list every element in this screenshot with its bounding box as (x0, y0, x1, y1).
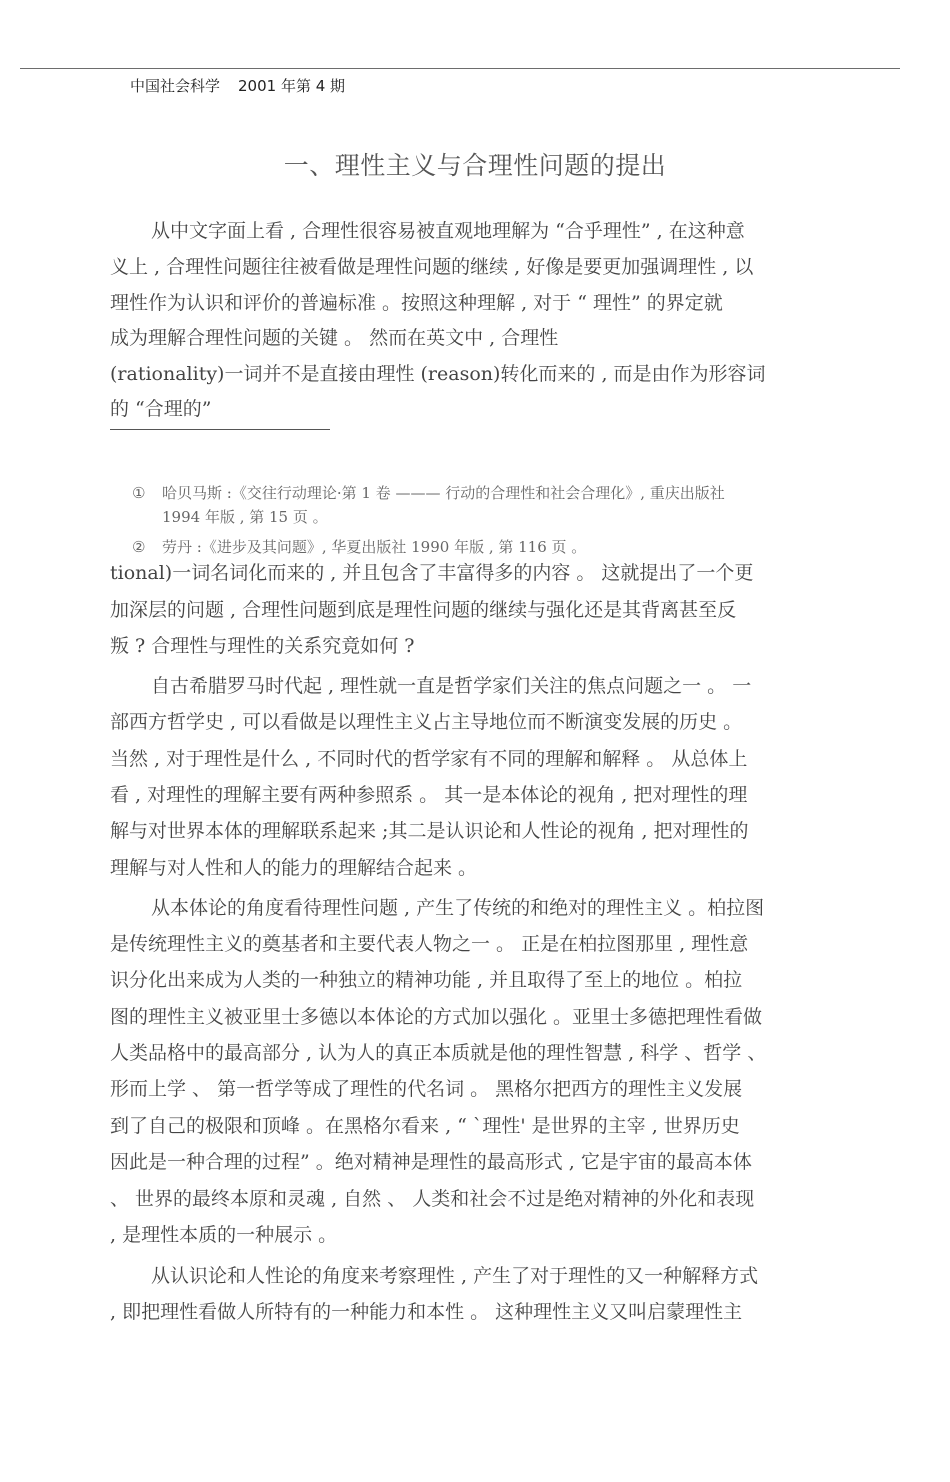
body-line: 义上 , 合理性问题往往被看做是理性问题的继续 , 好像是要更加强调理性 , 以 (110, 256, 754, 278)
footnote-text: 劳丹 :《进步及其问题》, 华夏出版社 1990 年版 , 第 116 页 。 (162, 538, 587, 556)
footnote-1 (132, 483, 725, 503)
footnote-rule (110, 429, 330, 430)
body-line: 形而上学 、 第一哲学等成了理性的代名词 。 黑格尔把西方的理性主义发展 (110, 1078, 743, 1100)
body-line: tional)一词名词化而来的 , 并且包含了丰富得多的内容 。 这就提出了一个更 (110, 562, 754, 584)
body-line: 识分化出来成为人类的一种独立的精神功能 , 并且取得了至上的地位 。柏拉 (110, 969, 743, 991)
body-line: 理解与对人性和人的能力的理解结合起来 。 (110, 857, 478, 879)
body-line: 从本体论的角度看待理性问题 , 产生了传统的和绝对的理性主义 。柏拉图 (151, 897, 765, 919)
running-header (130, 75, 345, 96)
issue-label: 2001 年第 4 期 (238, 77, 346, 95)
body-line: 从中文字面上看 , 合理性很容易被直观地理解为 “合乎理性” , 在这种意 (151, 220, 745, 242)
body-line: 图的理性主义被亚里士多德以本体论的方式加以强化 。亚里士多德把理性看做 (110, 1006, 763, 1028)
section-title: 一、理性主义与合理性问题的提出 (283, 151, 667, 180)
body-line: 加深层的问题 , 合理性问题到底是理性问题的继续与强化还是其背离甚至反 (110, 599, 737, 621)
body-line: 叛 ? 合理性与理性的关系究竟如何 ? (110, 635, 415, 657)
body-line: 成为理解合理性问题的关键 。 然而在英文中 , 合理性 (110, 327, 559, 349)
body-line: 从认识论和人性论的角度来考察理性 , 产生了对于理性的又一种解释方式 (151, 1265, 759, 1287)
journal-name: 中国社会科学 (130, 77, 221, 95)
body-line: , 是理性本质的一种展示 。 (110, 1224, 338, 1246)
body-line: 、 世界的最终本原和灵魂 , 自然 、 人类和社会不过是绝对精神的外化和表现 (110, 1188, 755, 1210)
body-line: 到了自己的极限和顶峰 。在黑格尔看来 , “ `理性' 是世界的主宰 , 世界历史 (110, 1115, 740, 1137)
body-line: 部西方哲学史 , 可以看做是以理性主义占主导地位而不断演变发展的历史 。 (110, 711, 743, 733)
body-line: 因此是一种合理的过程” 。绝对精神是理性的最高形式 , 它是宇宙的最高本体 (110, 1151, 752, 1173)
footnote-1-cont: 1994 年版 , 第 15 页 。 (162, 508, 328, 526)
body-line: 自古希腊罗马时代起 , 理性就一直是哲学家们关注的焦点问题之一 。 一 (151, 675, 752, 697)
body-line: 的 “合理的” (110, 398, 212, 420)
body-line: , 即把理性看做人所特有的一种能力和本性 。 这种理性主义又叫启蒙理性主 (110, 1301, 743, 1323)
header-rule (20, 68, 900, 69)
body-line: 理性作为认识和评价的普遍标准 。按照这种理解 , 对于 “ 理性” 的界定就 (110, 292, 723, 314)
footnote-text: 哈贝马斯 :《交往行动理论·第 1 卷 ——— 行动的合理性和社会合理化》, 重庆出版社 (162, 484, 725, 502)
footnote-2 (132, 537, 586, 557)
body-line: 看 , 对理性的理解主要有两种参照系 。 其一是本体论的视角 , 把对理性的理 (110, 784, 748, 806)
footnote-number: ① (132, 484, 146, 502)
body-line: 是传统理性主义的奠基者和主要代表人物之一 。 正是在柏拉图那里 , 理性意 (110, 933, 749, 955)
body-line: (rationality)一词并不是直接由理性 (reason)转化而来的 , 而是由作为形容词 (110, 363, 766, 385)
body-line: 人类品格中的最高部分 , 认为人的真正本质就是他的理性智慧 , 科学 、哲学 、 (110, 1042, 767, 1064)
body-line: 解与对世界本体的理解联系起来 ;其二是认识论和人性论的视角 , 把对理性的 (110, 820, 749, 842)
footnote-number: ② (132, 538, 146, 556)
body-line: 当然 , 对于理性是什么 , 不同时代的哲学家有不同的理解和解释 。 从总体上 (110, 748, 748, 770)
